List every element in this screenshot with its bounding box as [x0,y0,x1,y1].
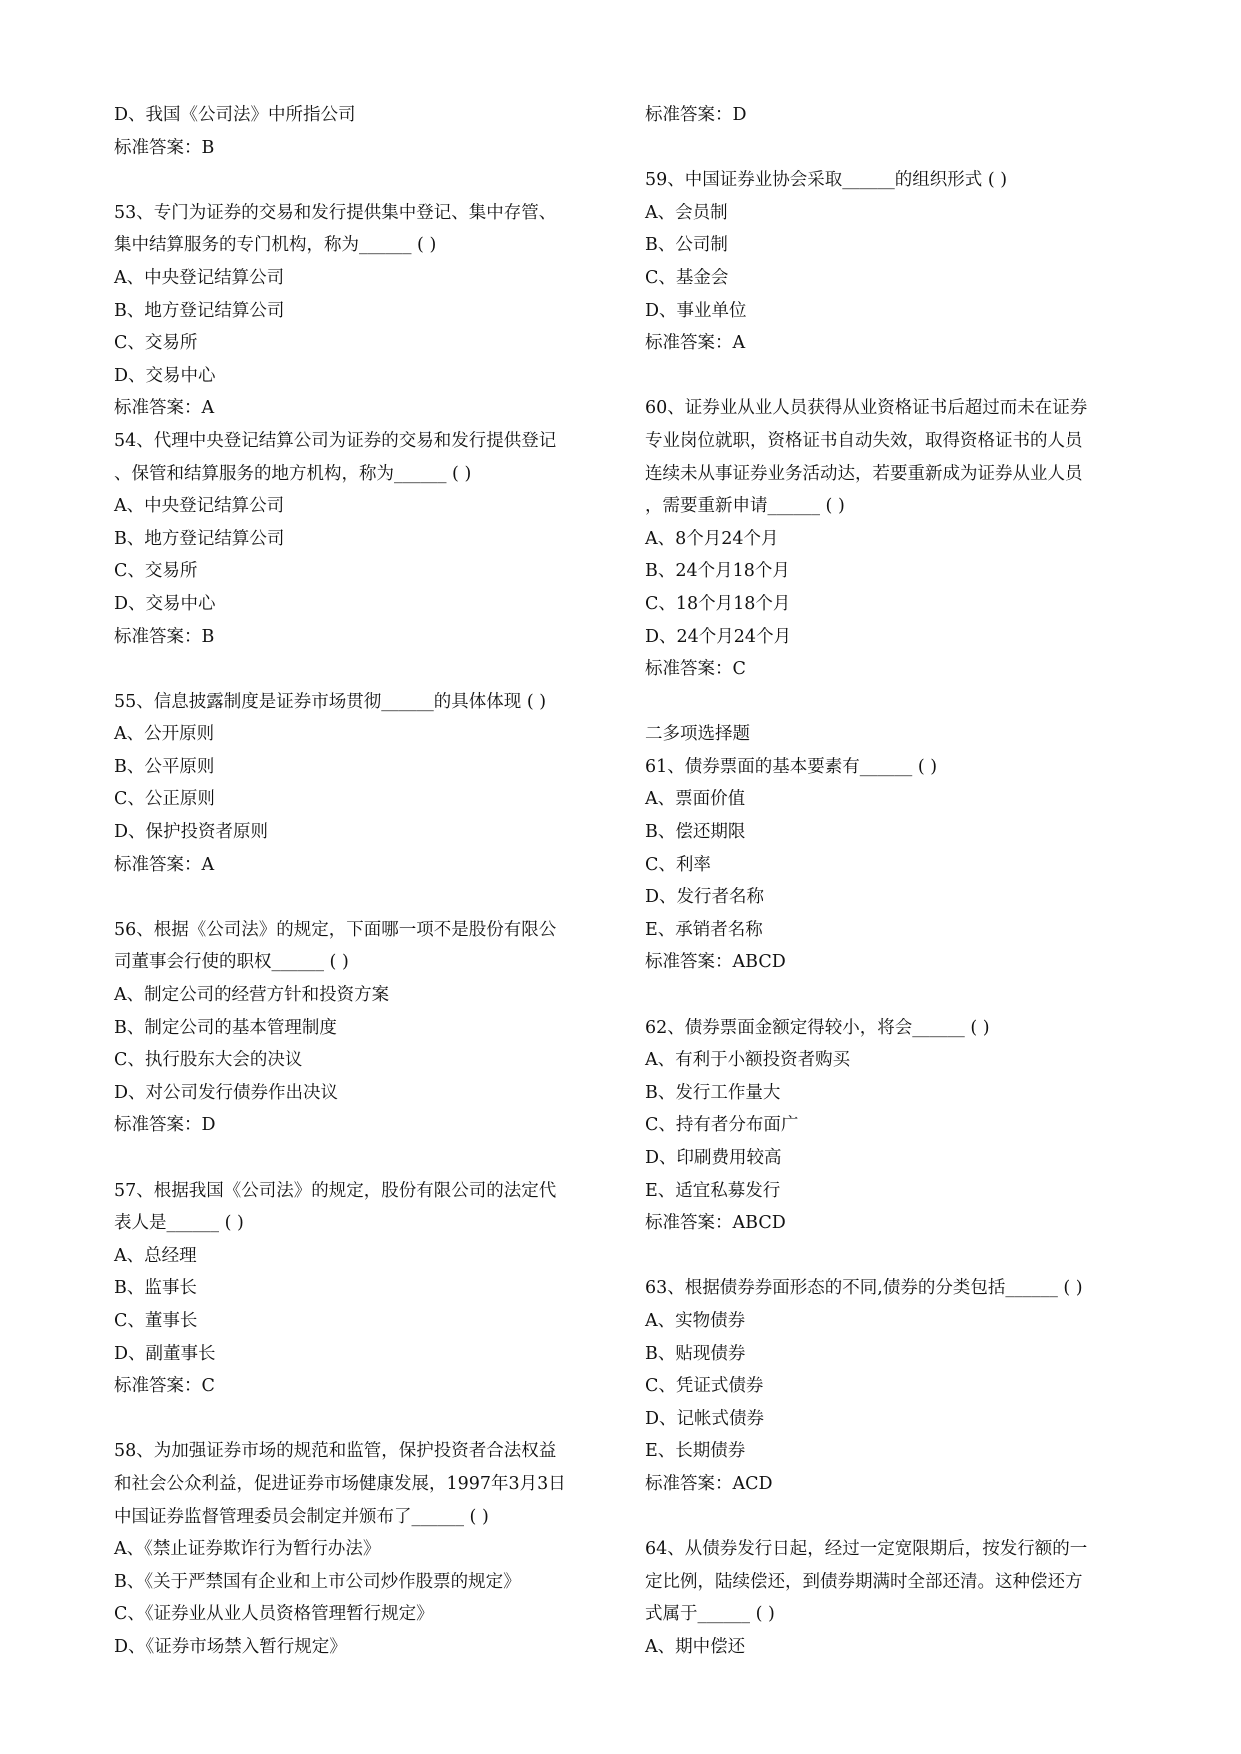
blank-line [114,1142,594,1175]
option-line: B、公司制 [645,235,728,256]
answer-line: 标准答案：B [114,137,215,158]
option-line: B、发行工作量大 [645,1082,781,1103]
option-line: D、《证券市场禁入暂行规定》 [114,1636,347,1657]
text-line: 和社会公众利益，促进证券市场健康发展，1997年3月3日 [114,1473,566,1494]
text-line: 集中结算服务的专门机构，称为______ ( ) [114,235,437,256]
option-line: E、适宜私募发行 [645,1180,781,1201]
answer-line: 标准答案：C [114,1376,215,1397]
option-line: B、公平原则 [114,756,215,777]
option-line: D、交易中心 [114,365,216,386]
blank-line [114,881,594,914]
option-line: A、有利于小额投资者购买 [645,1050,851,1071]
option-line: B、《关于严禁国有企业和上市公司炒作股票的规定》 [114,1571,521,1592]
text-line: 中国证券监督管理委员会制定并颁布了______ ( ) [114,1506,489,1527]
text-line: 表人是______ ( ) [114,1213,244,1234]
answer-line: 标准答案：A [114,398,215,419]
option-line: E、长期债券 [645,1441,746,1462]
option-line: C、《证券业从业人员资格管理暂行规定》 [114,1604,434,1625]
option-line: D、发行者名称 [645,887,765,908]
answer-line: 标准答案：B [114,626,215,647]
question-line: 63、根据债券券面形态的不同,债券的分类包括______ ( ) [645,1278,1083,1299]
answer-line: 标准答案：A [114,854,215,875]
blank-line [645,132,1125,165]
option-line: B、偿还期限 [645,822,746,843]
blank-line [645,1240,1125,1273]
answer-line: 标准答案：D [114,1115,216,1136]
option-line: B、贴现债券 [645,1343,746,1364]
option-line: D、保护投资者原则 [114,822,269,843]
question-line: 58、为加强证券市场的规范和监管，保护投资者合法权益 [114,1441,557,1462]
option-line: D、记帐式债券 [645,1408,765,1429]
option-line: A、中央登记结算公司 [114,496,285,517]
answer-line: 标准答案：ACD [645,1473,773,1494]
option-line: B、地方登记结算公司 [114,528,285,549]
option-line: C、董事长 [114,1310,198,1331]
option-line: A、制定公司的经营方针和投资方案 [114,985,390,1006]
text-line: 定比例，陆续偿还，到债券期满时全部还清。这种偿还方 [645,1571,1083,1592]
option-line: A、《禁止证券欺诈行为暂行办法》 [114,1539,381,1560]
option-line: A、公开原则 [114,724,215,745]
question-line: 62、债券票面金额定得较小，将会______ ( ) [645,1017,990,1038]
option-line: C、公正原则 [114,789,215,810]
option-line: C、交易所 [114,561,198,582]
option-line: A、中央登记结算公司 [114,267,285,288]
option-line: D、印刷费用较高 [645,1148,782,1168]
option-line: B、地方登记结算公司 [114,300,285,321]
option-line: B、制定公司的基本管理制度 [114,1017,337,1038]
option-line: B、24个月18个月 [645,561,790,582]
option-line: D、事业单位 [645,300,747,321]
option-line: A、总经理 [114,1245,197,1266]
text-line: ，需要重新申请______ ( ) [645,496,845,517]
option-line: C、持有者分布面广 [645,1115,799,1136]
option-line: B、监事长 [114,1278,197,1299]
question-line: 55、信息披露制度是证券市场贯彻______的具体体现 ( ) [114,691,547,712]
answer-line: 标准答案：A [645,333,746,354]
answer-line: 标准答案：ABCD [645,1213,786,1234]
blank-line [114,164,594,197]
answer-line: 标准答案：C [645,659,746,680]
option-line: A、8个月24个月 [645,528,779,549]
option-line: C、基金会 [645,267,729,288]
left-column [114,99,594,1664]
option-line: C、凭证式债券 [645,1376,764,1397]
text-line: 专业岗位就职，资格证书自动失效，取得资格证书的人员 [645,430,1083,451]
question-line: 60、证券业从业人员获得从业资格证书后超过而未在证券 [645,398,1088,419]
question-line: 54、代理中央登记结算公司为证券的交易和发行提供登记 [114,430,557,451]
question-line: 64、从债券发行日起，经过一定宽限期后，按发行额的一 [645,1539,1088,1560]
blank-line [645,979,1125,1012]
option-line: D、副董事长 [114,1343,216,1364]
question-line: 57、根据我国《公司法》的规定，股份有限公司的法定代 [114,1180,557,1201]
option-line: A、会员制 [645,202,728,223]
blank-line [645,360,1125,393]
question-line: 53、专门为证券的交易和发行提供集中登记、集中存管、 [114,202,557,223]
option-line: A、期中偿还 [645,1636,746,1657]
right-column [645,99,1125,1664]
option-line: D、对公司发行债券作出决议 [114,1082,339,1103]
option-line: C、利率 [645,854,711,875]
text-line: 连续未从事证券业务活动达，若要重新成为证券从业人员 [645,463,1083,484]
text-line: 、保管和结算服务的地方机构，称为______ ( ) [114,463,472,484]
option-line: C、交易所 [114,333,198,354]
option-line: A、票面价值 [645,789,746,810]
question-line: 56、根据《公司法》的规定，下面哪一项不是股份有限公 [114,919,557,940]
blank-line [114,1403,594,1436]
section-heading: 二多项选择题 [645,724,750,745]
question-line: 61、债券票面的基本要素有______ ( ) [645,756,938,777]
option-line: C、执行股东大会的决议 [114,1050,303,1071]
option-line: E、承销者名称 [645,919,763,940]
blank-line [645,686,1125,719]
blank-line [645,1501,1125,1534]
blank-line [114,653,594,686]
option-line: C、18个月18个月 [645,593,791,614]
question-line: 59、中国证券业协会采取______的组织形式 ( ) [645,170,1008,191]
option-line: D、交易中心 [114,593,216,614]
option-line: D、我国《公司法》中所指公司 [114,105,356,125]
option-line: D、24个月24个月 [645,626,792,647]
option-line: A、实物债券 [645,1310,746,1331]
text-line: 式属于______ ( ) [645,1604,775,1625]
text-line: 司董事会行使的职权______ ( ) [114,952,349,973]
answer-line: 标准答案：ABCD [645,952,786,973]
answer-line: 标准答案：D [645,105,747,125]
